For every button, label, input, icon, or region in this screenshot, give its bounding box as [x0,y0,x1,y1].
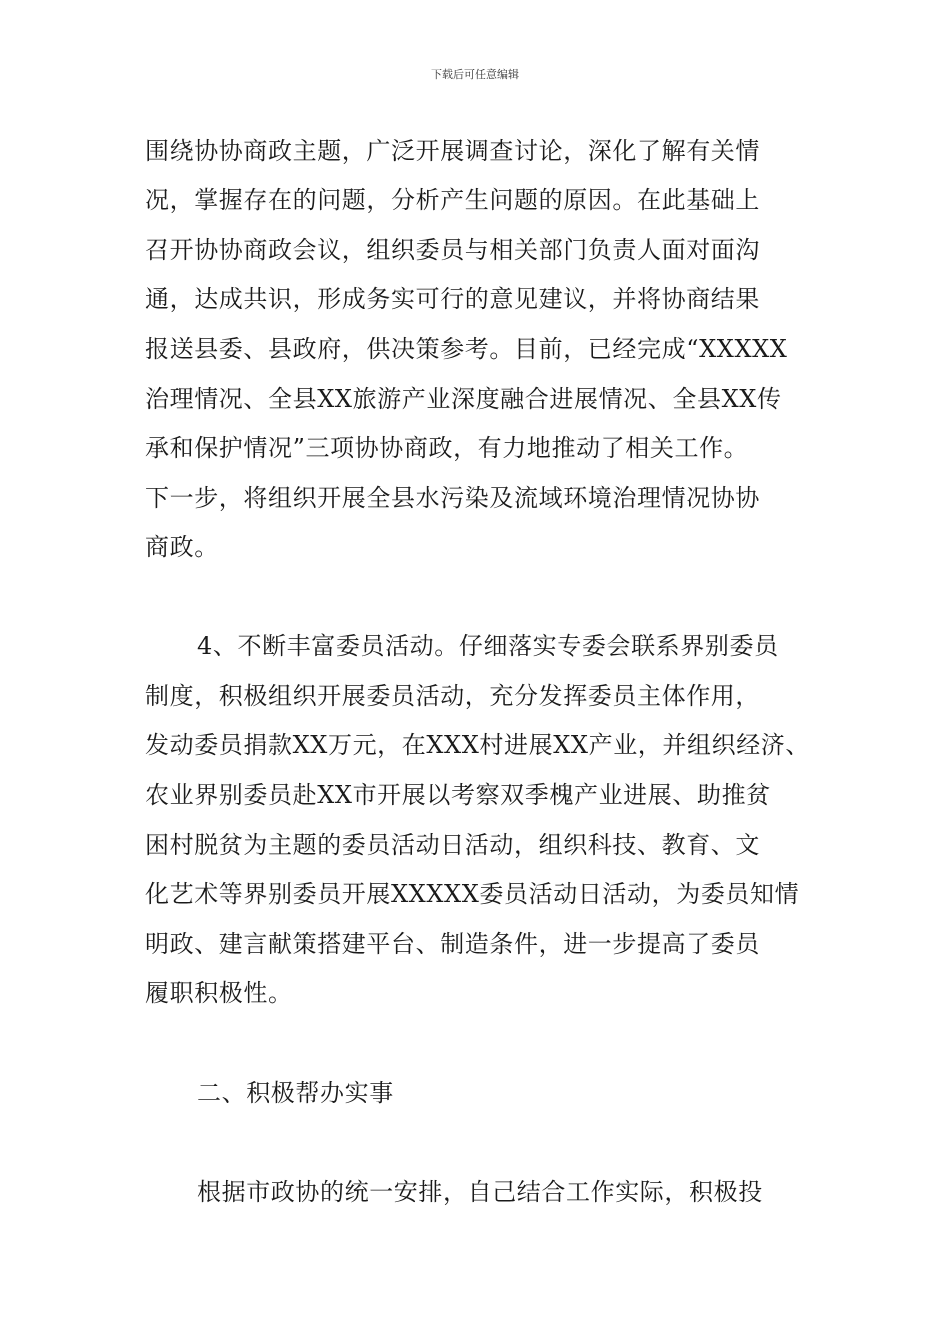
text-line: 履职积极性。 [145,979,293,1007]
text-line: 治理情况、全县XX旅游产业深度融合进展情况、全县XX传 [145,385,782,413]
text-line: 下一步，将组织开展全县水污染及流域环境治理情况协协 [145,484,760,512]
section-heading: 二、积极帮办实事 [197,1079,394,1107]
text-line: 根据市政协的统一安排，自己结合工作实际，积极投 [197,1178,763,1206]
text-line: 商政。 [145,533,219,561]
text-line: 困村脱贫为主题的委员活动日活动，组织科技、教育、文 [145,831,760,859]
text-line: 发动委员捐款XX万元，在XXX村进展XX产业，并组织经济、 [145,731,810,759]
text-line: 承和保护情况”三项协协商政，有力地推动了相关工作。 [145,434,749,462]
text-line: 4、不断丰富委员活动。仔细落实专委会联系界别委员 [197,632,779,660]
text-line: 农业界别委员赴XX市开展以考察双季槐产业进展、助推贫 [145,781,771,809]
text-line: 况，掌握存在的问题，分析产生问题的原因。在此基础上 [145,186,760,214]
text-line: 通，达成共识，形成务实可行的意见建议，并将协商结果 [145,285,760,313]
text-line: 围绕协协商政主题，广泛开展调查讨论，深化了解有关情 [145,137,760,165]
text-line: 化艺术等界别委员开展XXXXX委员活动日活动，为委员知情 [145,880,800,908]
page-header: 下载后可任意编辑 [431,68,519,81]
text-line: 报送县委、县政府，供决策参考。目前，已经完成“XXXXX [145,335,788,363]
text-line: 制度，积极组织开展委员活动，充分发挥委员主体作用， [145,682,760,710]
text-line: 召开协协商政会议，组织委员与相关部门负责人面对面沟 [145,236,760,264]
text-line: 明政、建言献策搭建平台、制造条件，进一步提高了委员 [145,930,760,958]
